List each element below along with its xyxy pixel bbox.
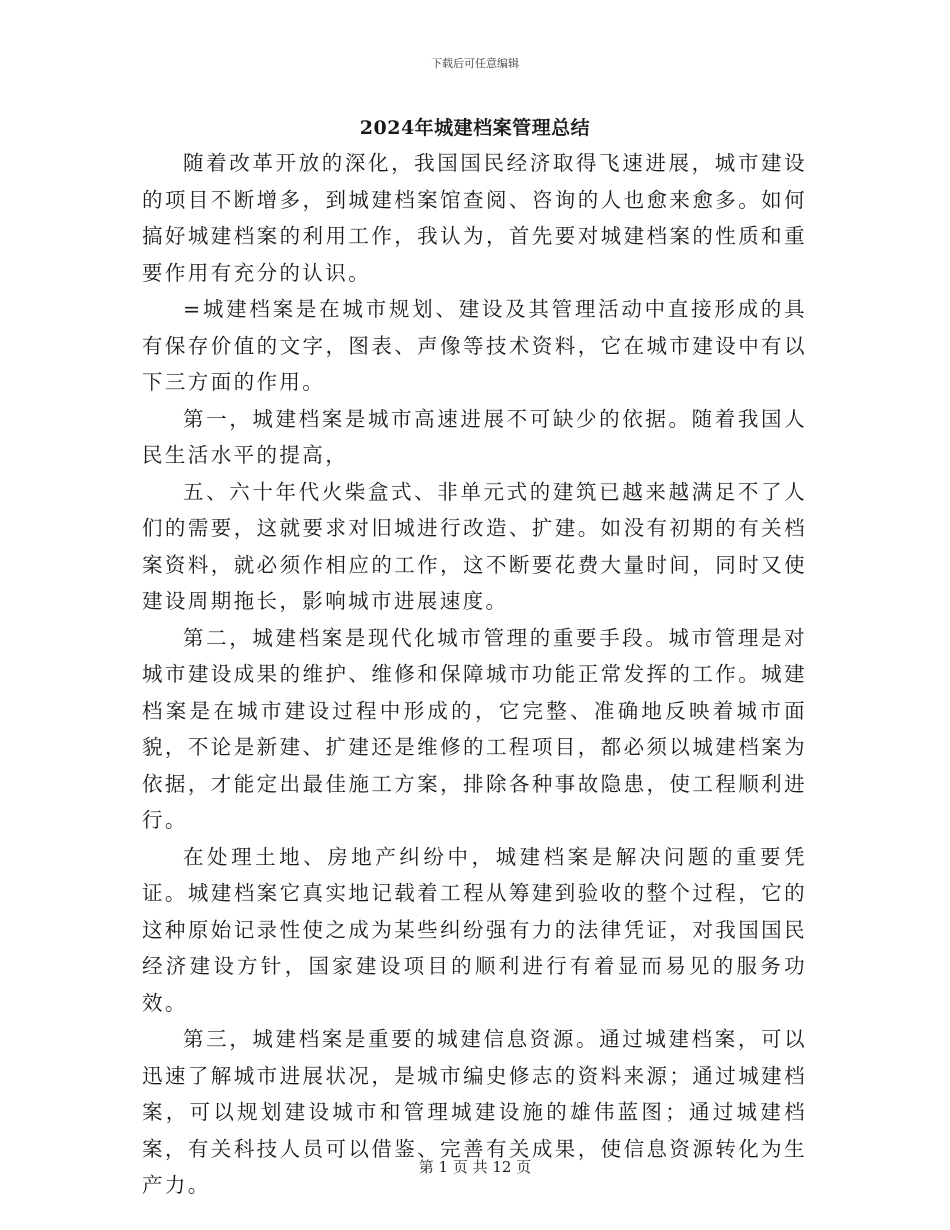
- paragraph: 随着改革开放的深化，我国国民经济取得飞速进展，城市建设的项目不断增多，到城建档案馆查阅、咨询的人也愈来愈多。如何搞好城建档案的利用工作，我认为，首先要对城建档案的性质和重要作用有充分的认识。: [142, 151, 807, 285]
- paragraph: 第一，城建档案是城市高速进展不可缺少的依据。随着我国人民生活水平的提高，: [142, 406, 807, 467]
- paragraph: =城建档案是在城市规划、建设及其管理活动中直接形成的具有保存价值的文字，图表、声像等技术资料，它在城市建设中有以下三方面的作用。: [142, 297, 807, 394]
- paragraph: 第二，城建档案是现代化城市管理的重要手段。城市管理是对城市建设成果的维护、维修和保障城市功能正常发挥的工作。城建档案是在城市建设过程中形成的，它完整、准确地反映着城市面貌，不论是新建、扩建还是维修的工程项目，都必须以城建档案为依据，才能定出最佳施工方案，排除各种事故隐患，使工程顺利进行。: [142, 625, 807, 832]
- paragraph: 五、六十年代火柴盒式、非单元式的建筑已越来越满足不了人们的需要，这就要求对旧城进行改造、扩建。如没有初期的有关档案资料，就必须作相应的工作，这不断要花费大量时间，同时又使建设周期拖长，影响城市进展速度。: [142, 479, 807, 613]
- paragraph: 在处理土地、房地产纠纷中，城建档案是解决问题的重要凭证。城建档案它真实地记载着工程从筹建到验收的整个过程，它的这种原始记录性使之成为某些纠纷强有力的法律凭证，对我国国民经济建设方针，国家建设项目的顺利进行有着显而易见的服务功效。: [142, 844, 807, 1015]
- page-number: 第 1 页 共 12 页: [418, 1158, 532, 1176]
- document-title: 2024年城建档案管理总结: [359, 117, 591, 139]
- document-body: [142, 145, 807, 1204]
- paragraph: 第三，城建档案是重要的城建信息资源。通过城建档案，可以迅速了解城市进展状况，是城市编史修志的资料来源；通过城建档案，可以规划建设城市和管理城建设施的雄伟蓝图；通过城建档案，有关科技人员可以借鉴、完善有关成果，使信息资源转化为生产力。: [142, 1027, 807, 1197]
- header-note: 下载后可任意编辑: [431, 57, 519, 70]
